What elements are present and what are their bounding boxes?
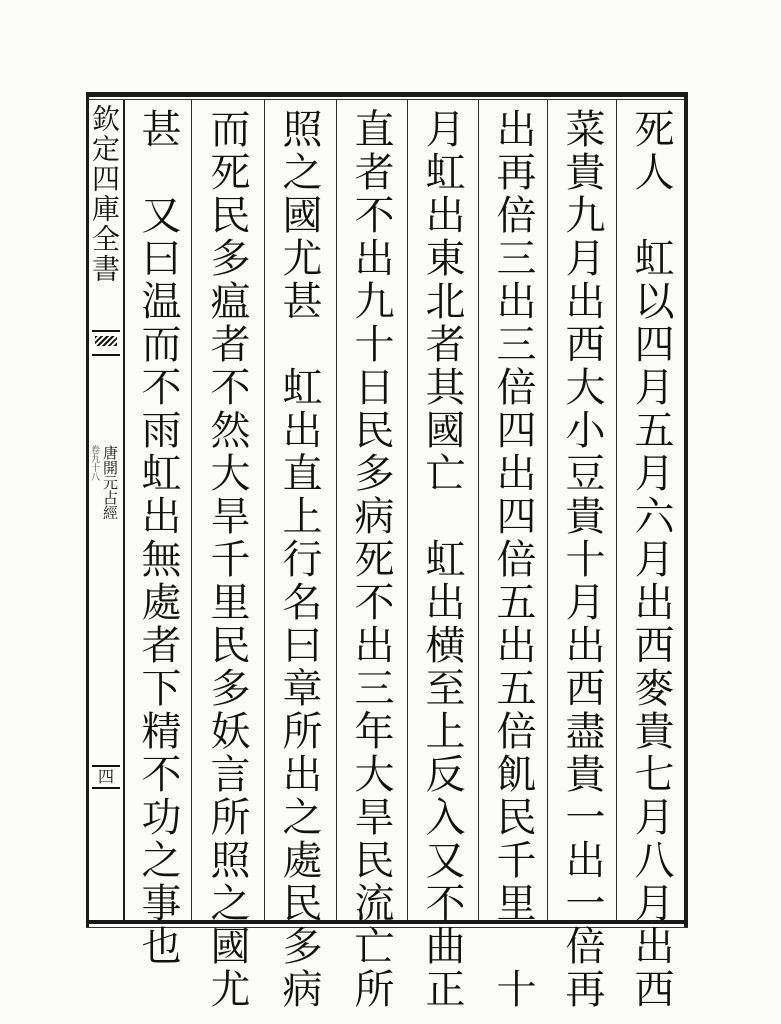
text-column-5: 直者不出九十日民多病死不出三年大旱民流亡所 xyxy=(348,108,394,1011)
text-column-2: 菜貴九月出西大小豆貴十月出西盡貴一出一倍再 xyxy=(559,108,605,1011)
column-divider xyxy=(616,100,617,920)
page-number: 四 xyxy=(92,765,120,789)
text-column-4: 月虹出東北者其國亡 虹出横至上反入又不曲正 xyxy=(419,108,465,1011)
text-column-3: 出再倍三出三倍四出四倍五出五倍飢民千里 十 xyxy=(490,108,536,1011)
column-divider xyxy=(264,100,265,920)
column-divider xyxy=(407,100,408,920)
text-column-7: 而死民多瘟者不然大旱千里民多妖言所照之國尤 xyxy=(204,108,250,1011)
section-note: 卷九十八 xyxy=(89,445,99,481)
section-title: 唐開元占經 xyxy=(101,445,119,520)
frame-top-border xyxy=(86,92,688,97)
fishtail-mark-icon xyxy=(92,330,120,356)
book-title: 欽定四庫全書 xyxy=(88,104,121,284)
column-divider xyxy=(547,100,548,920)
frame-top-inner-border xyxy=(86,99,688,100)
margin-divider xyxy=(123,100,125,920)
column-divider xyxy=(336,100,337,920)
frame-right-border xyxy=(684,92,688,927)
text-column-1: 死人 虹以四月五月六月出西麥貴七月八月出西 xyxy=(628,108,674,1011)
column-divider xyxy=(478,100,479,920)
text-column-8: 甚 又曰温而不雨虹出無處者下精不功之事也 xyxy=(135,108,181,968)
text-column-6: 照之國尤甚 虹出直上行名曰章所出之處民多病 xyxy=(276,108,322,1011)
column-divider xyxy=(191,100,192,920)
